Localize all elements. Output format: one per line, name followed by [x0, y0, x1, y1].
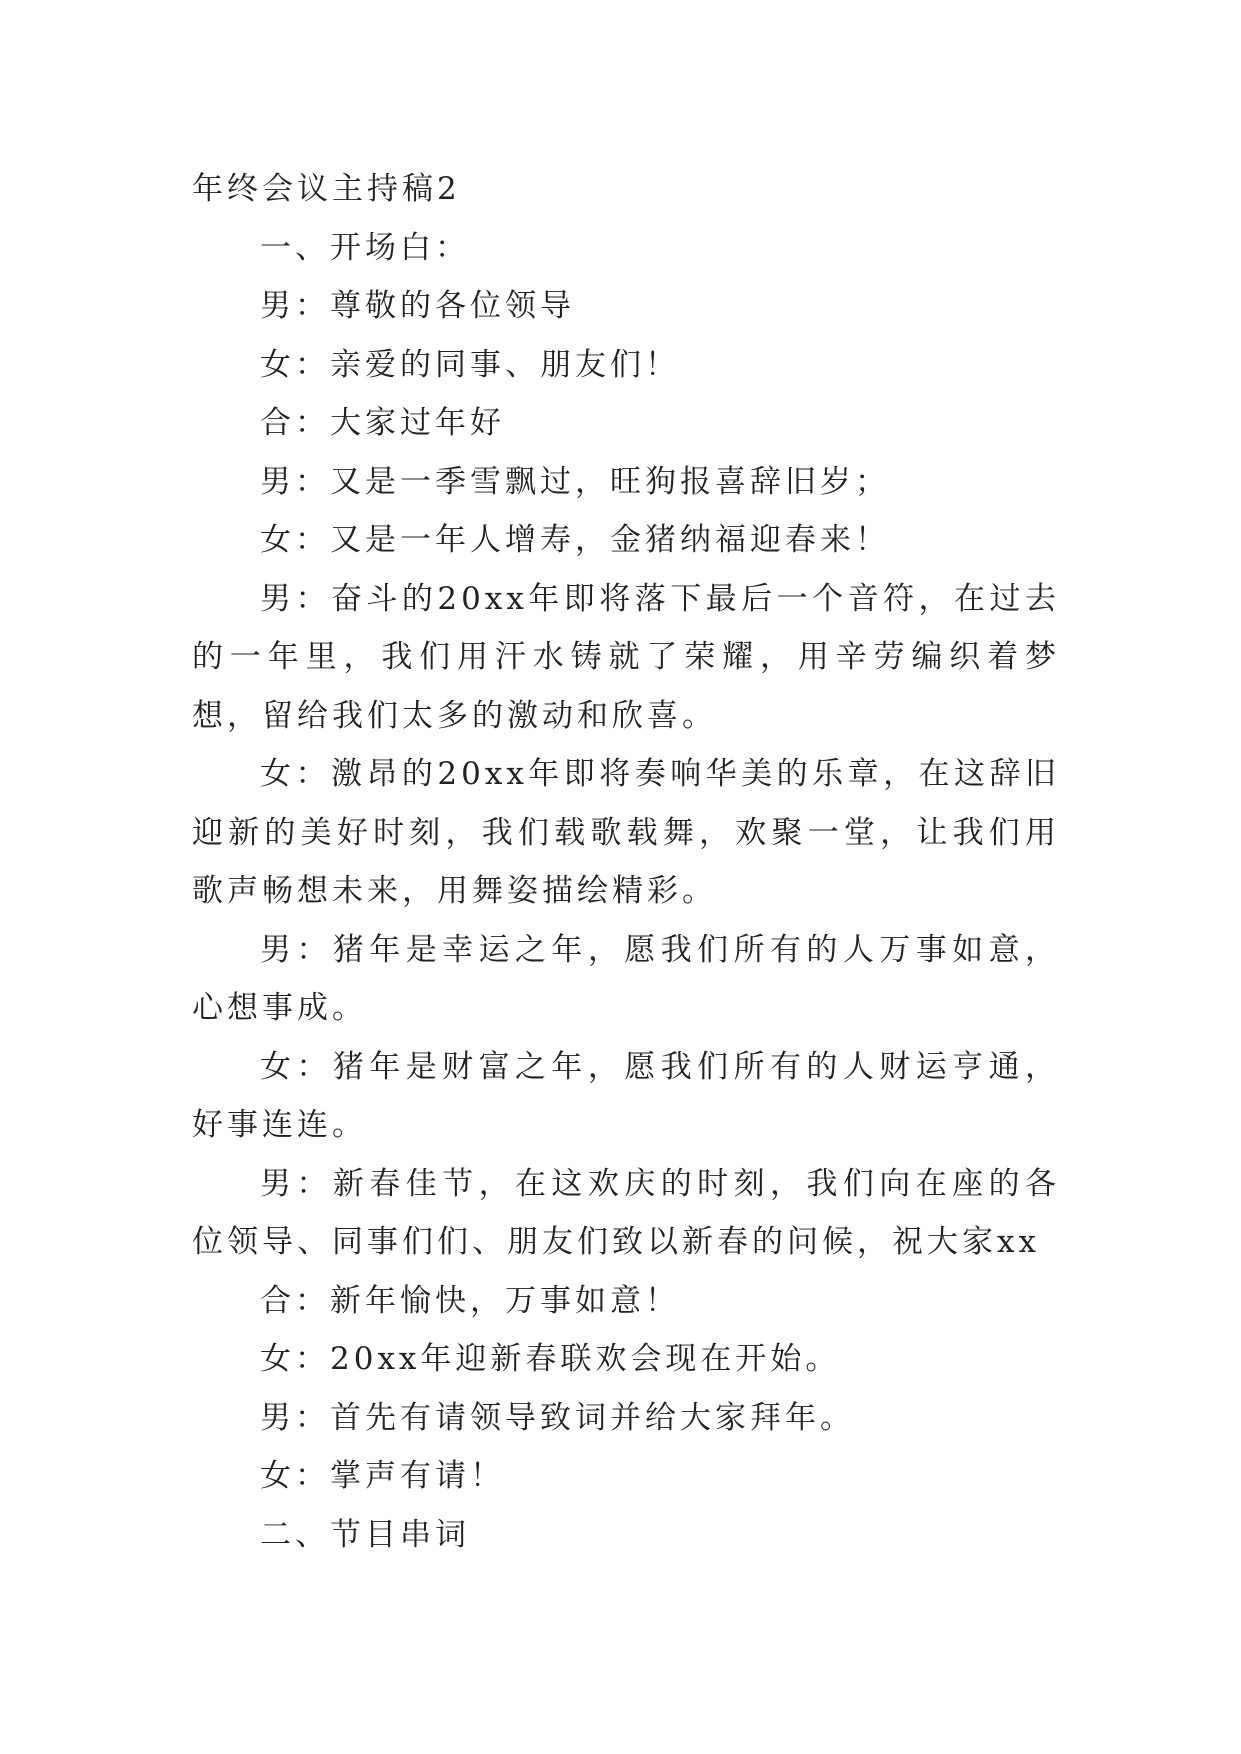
paragraph: 合：大家过年好 [260, 405, 505, 441]
paragraph: 男：又是一季雪飘过，旺狗报喜辞旧岁； [260, 463, 890, 500]
paragraph: 男：尊敬的各位领导 [260, 288, 575, 324]
paragraph: 女：又是一年人增寿，金猪纳福迎春来！ [260, 522, 890, 558]
section-heading: 二、节目串词 [260, 1516, 470, 1553]
paragraph: 男：猪年是幸运之年，愿我们所有的人万事如意，心想事成。 [192, 931, 1060, 1026]
paragraph: 女：激昂的20xx年即将奏响华美的乐章，在这辞旧迎新的美好时刻，我们载歌载舞，欢聚一堂，让我们用歌声畅想未来，用舞姿描绘精彩。 [192, 756, 1060, 909]
paragraph: 合：新年愉快，万事如意！ [260, 1282, 680, 1319]
document-body [192, 160, 1060, 1564]
paragraph: 女：猪年是财富之年，愿我们所有的人财运亨通，好事连连。 [192, 1048, 1060, 1143]
paragraph: 男：奋斗的20xx年即将落下最后一个音符，在过去的一年里，我们用汗水铸就了荣耀，用辛劳编织着梦想，留给我们太多的激动和欣喜。 [192, 580, 1060, 734]
paragraph: 女：亲爱的同事、朋友们！ [260, 346, 680, 383]
paragraph: 一、开场白： [260, 229, 470, 266]
paragraph: 女：掌声有请！ [260, 1458, 505, 1494]
paragraph: 男：新春佳节，在这欢庆的时刻，我们向在座的各位领导、同事们们、朋友们致以新春的问候，祝大家xx [192, 1165, 1060, 1260]
document-title: 年终会议主持稿2 [192, 171, 461, 207]
paragraph: 女：20xx年迎新春联欢会现在开始。 [260, 1341, 841, 1377]
paragraph: 男：首先有请领导致词并给大家拜年。 [260, 1399, 855, 1436]
